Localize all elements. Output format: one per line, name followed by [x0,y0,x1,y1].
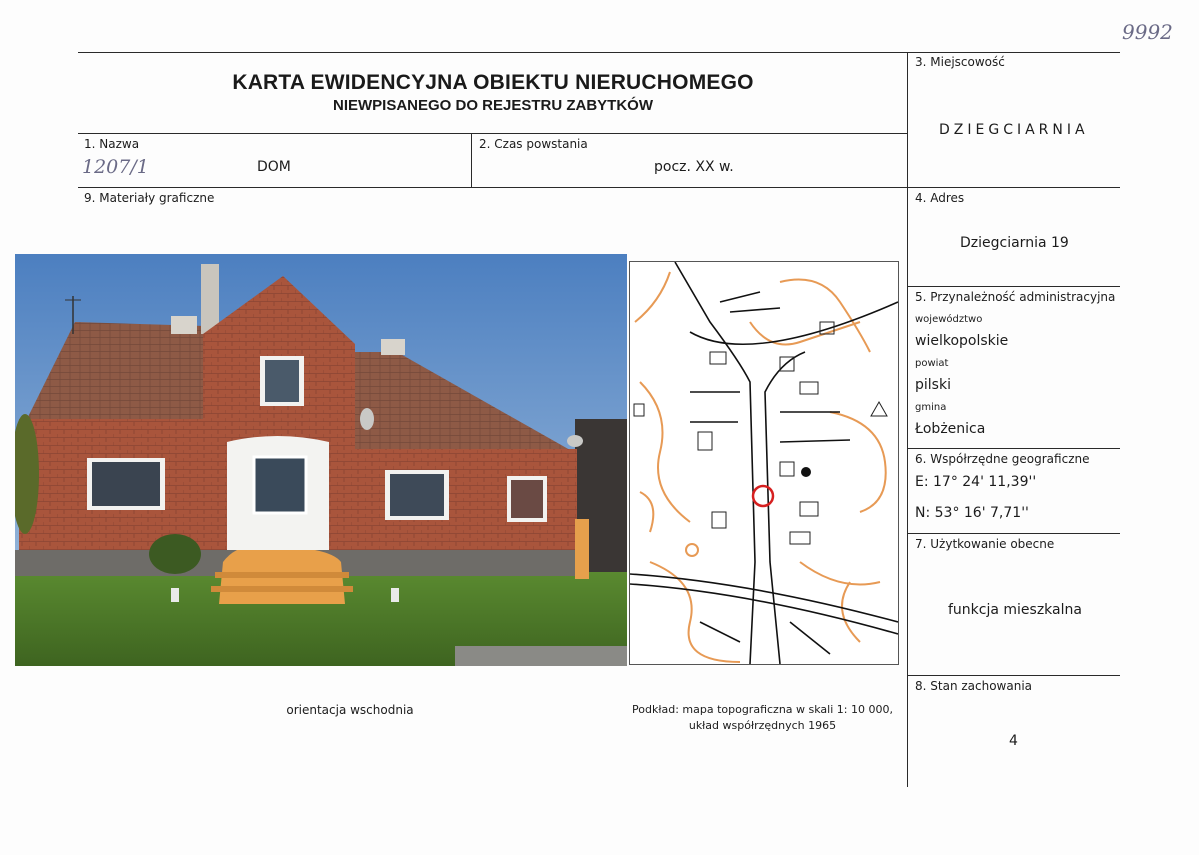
rule-right-column [907,52,908,787]
rule-title-bottom [78,133,907,134]
rule-use-bottom [907,675,1120,676]
powiat-label: powiat [915,358,949,369]
map-triangle-icon [871,402,887,416]
adres-value: Dziegciarnia 19 [960,235,1069,251]
wojewodztwo-value: wielkopolskie [915,333,1009,349]
document-title: KARTA EWIDENCYJNA OBIEKTU NIERUCHOMEGO [232,71,754,94]
czas-value: pocz. XX w. [654,159,734,175]
powiat-value: pilski [915,377,951,393]
nazwa-label: 1. Nazwa [84,137,140,151]
czas-label: 2. Czas powstania [479,137,588,151]
uzytkowanie-label: 7. Użytkowanie obecne [915,537,1055,551]
house-photo [15,254,627,666]
map-marker-icon [753,486,773,506]
photo-caption: orientacja wschodnia [286,703,414,717]
rule-adres-bottom [907,286,1120,287]
rule-admin-bottom [907,448,1120,449]
stan-value: 4 [1009,733,1018,749]
map-caption-line1: Podkład: mapa topograficzna w skali 1: 10 000, [632,703,893,716]
miejscowosc-label: 3. Miejscowość [915,55,1005,69]
miejscowosc-value: DZIEGCIARNIA [939,122,1089,138]
rule-fields-bottom [78,187,1120,188]
rule-top [78,52,1120,53]
gmina-value: Łobżenica [915,421,986,437]
map-dot-icon [801,467,811,477]
corner-number: 9992 [1122,20,1173,44]
rule-name-divider [471,133,472,188]
rule-coords-bottom [907,533,1120,534]
coordinate-n: N: 53° 16' 7,71'' [915,505,1029,521]
przynaleznosc-label: 5. Przynależność administracyjna [915,290,1116,304]
document-subtitle: NIEWPISANEGO DO REJESTRU ZABYTKÓW [332,97,654,114]
nazwa-handwritten-number: 1207/1 [82,156,149,178]
wspolrzedne-label: 6. Współrzędne geograficzne [915,452,1090,466]
stan-label: 8. Stan zachowania [915,679,1033,693]
uzytkowanie-value: funkcja mieszkalna [948,602,1082,618]
wojewodztwo-label: województwo [915,314,983,325]
gmina-label: gmina [915,402,947,413]
nazwa-value: DOM [257,159,291,175]
map-caption-line2: układ współrzędnych 1965 [688,719,837,732]
coordinate-e: E: 17° 24' 11,39'' [915,474,1037,490]
topographic-map [629,261,899,665]
materialy-label: 9. Materiały graficzne [84,191,215,205]
adres-label: 4. Adres [915,191,965,205]
